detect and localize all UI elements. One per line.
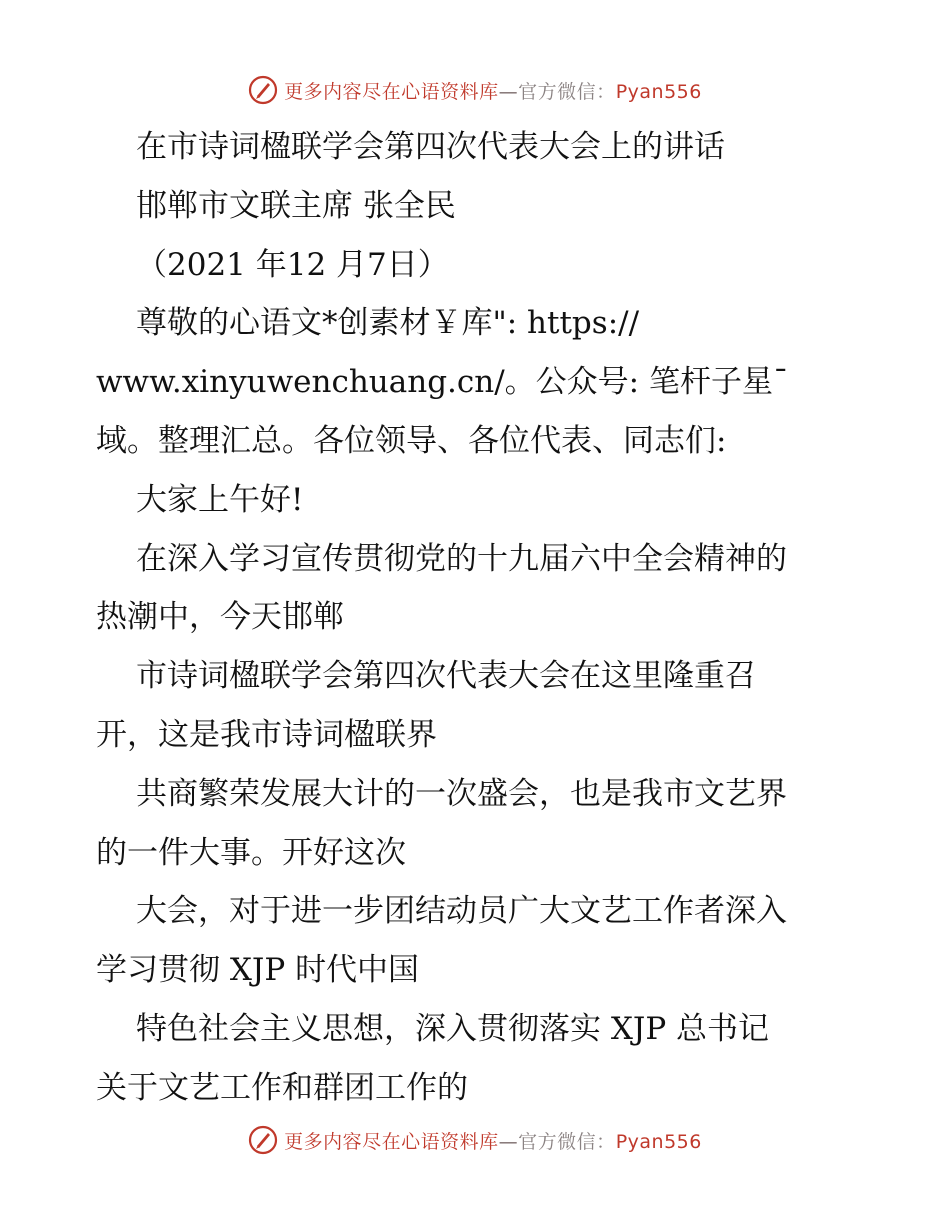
paragraph-line: 开，这是我市诗词楹联界 <box>96 716 437 753</box>
paragraph-line: 学习贯彻 XJP 时代中国 <box>96 952 420 989</box>
watermark-text <box>284 1127 702 1154</box>
document-title: 在市诗词楹联学会第四次代表大会上的讲话 <box>136 129 725 165</box>
paragraph-line: 共商繁荣发展大计的一次盛会，也是我市文艺界 <box>136 775 787 812</box>
document-author: 邯郸市文联主席 张全民 <box>136 187 456 224</box>
paragraph-line: 特色社会主义思想，深入贯彻落实 XJP 总书记 <box>136 1010 770 1047</box>
paragraph-line: www.xinyuwenchuang.cn/。公众号: 笔杆子星¯ <box>96 364 789 401</box>
watermark-banner-bottom <box>0 1120 950 1160</box>
watermark-account: Pyan556 <box>615 1130 702 1153</box>
watermark-banner-top <box>0 70 950 110</box>
watermark-contact-label: 官方微信： <box>518 1130 616 1153</box>
paragraph-line: 热潮中，今天邯郸 <box>96 599 344 636</box>
paragraph-line: 大家上午好! <box>136 481 304 518</box>
paragraph-line: 在深入学习宣传贯彻党的十九届六中全会精神的 <box>136 540 787 577</box>
document-body <box>96 118 866 1118</box>
watermark-separator: — <box>498 1130 519 1153</box>
paragraph-line: 关于文艺工作和群团工作的 <box>96 1069 468 1106</box>
paragraph-line: 的一件大事。开好这次 <box>96 834 406 871</box>
paragraph-line: 市诗词楹联学会第四次代表大会在这里隆重召 <box>136 658 756 695</box>
watermark-site-text: 更多内容尽在心语资料库 <box>284 1130 499 1153</box>
watermark-account: Pyan556 <box>615 80 702 103</box>
paragraph-line: 域。整理汇总。各位领导、各位代表、同志们: <box>96 422 727 459</box>
quill-logo-icon <box>248 75 278 105</box>
watermark-separator: — <box>498 80 519 103</box>
document-date: （2021 年12 月7日） <box>136 246 449 283</box>
paragraph-line: 大会，对于进一步团结动员广大文艺工作者深入 <box>136 893 787 930</box>
quill-logo-icon <box>248 1125 278 1155</box>
paragraph-line: 尊敬的心语文*创素材￥库": https:// <box>136 305 640 342</box>
watermark-site-text: 更多内容尽在心语资料库 <box>284 80 499 103</box>
watermark-contact-label: 官方微信： <box>518 80 616 103</box>
watermark-text <box>284 77 702 104</box>
